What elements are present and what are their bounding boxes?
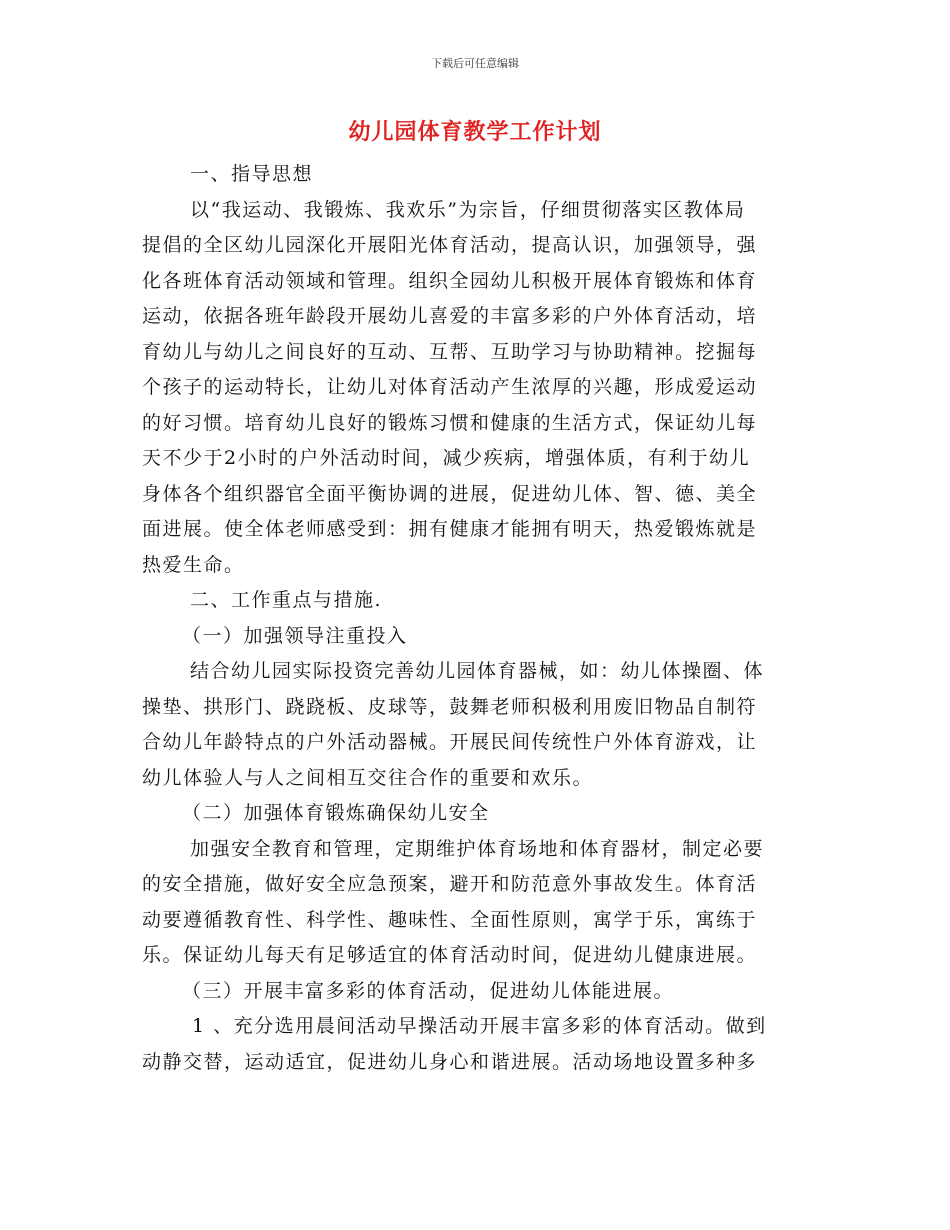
subsection-heading-3: （三）开展丰富多彩的体育活动，促进幼儿体能进展。 xyxy=(182,979,675,1002)
header-note: 下载后可任意编辑 xyxy=(431,57,519,70)
paragraph-line: 结合幼儿园实际投资完善幼儿园体育器械，如：幼儿体操圈、体 xyxy=(190,660,765,682)
paragraph-line: 合幼儿年龄特点的户外活动器械。开展民间传统性户外体育游戏，让 xyxy=(142,731,758,753)
paragraph-line: 身体各个组织器官全面平衡协调的进展，促进幼儿体、智、德、美全 xyxy=(142,482,758,505)
paragraph-line: 热爱生命。 xyxy=(142,553,245,576)
paragraph-line: 化各班体育活动领域和管理。组织全园幼儿积极开展体育锻炼和体育 xyxy=(142,269,758,292)
document-body xyxy=(142,157,798,1080)
paragraph-line: 幼儿体验人与人之间相互交往合作的重要和欢乐。 xyxy=(142,766,594,789)
paragraph-line: 操垫、拱形门、跷跷板、皮球等，鼓舞老师积极利用废旧物品自制符 xyxy=(142,695,758,718)
subsection-heading-1: （一）加强领导注重投入 xyxy=(182,624,408,647)
document-title: 幼儿园体育教学工作计划 xyxy=(348,119,602,145)
paragraph-line: 动静交替，运动适宜，促进幼儿身心和谐进展。活动场地设置多种多 xyxy=(142,1050,758,1073)
subsection-heading-2: （二）加强体育锻炼确保幼儿安全 xyxy=(182,802,490,824)
paragraph-line: 提倡的全区幼儿园深化开展阳光体育活动，提高认识，加强领导，强 xyxy=(142,234,758,256)
paragraph-line: 的安全措施，做好安全应急预案，避开和防范意外事故发生。体育活 xyxy=(142,873,758,895)
paragraph-line: 加强安全教育和管理，定期维护体育场地和体育器材，制定必要 xyxy=(190,837,765,860)
paragraph-line: 个孩子的运动特长，让幼儿对体育活动产生浓厚的兴趣，形成爱运动 xyxy=(142,376,758,398)
paragraph-line: 天不少于2小时的户外活动时间，减少疾病，增强体质，有利于幼儿 xyxy=(142,447,751,469)
paragraph-line: 以“我运动、我锻炼、我欢乐”为宗旨，仔细贯彻落实区教体局 xyxy=(190,198,746,221)
paragraph-line: 运动，依据各班年龄段开展幼儿喜爱的丰富多彩的户外体育活动，培 xyxy=(142,305,758,327)
paragraph-line: 1 、充分选用晨间活动早操活动开展丰富多彩的体育活动。做到 xyxy=(192,1015,767,1037)
paragraph-line: 面进展。使全体老师感受到：拥有健康才能拥有明天，热爱锻炼就是 xyxy=(142,518,758,540)
paragraph-line: 育幼儿与幼儿之间良好的互动、互帮、互助学习与协助精神。挖掘每 xyxy=(142,340,758,363)
paragraph-line: 动要遵循教育性、科学性、趣味性、全面性原则，寓学于乐，寓练于 xyxy=(142,908,758,931)
section-heading-1: 一、指导思想 xyxy=(190,163,314,185)
section-heading-2: 二、工作重点与措施. xyxy=(190,589,383,611)
paragraph-line: 的好习惯。培育幼儿良好的锻炼习惯和健康的生活方式，保证幼儿每 xyxy=(142,411,758,434)
paragraph-line: 乐。保证幼儿每天有足够适宜的体育活动时间，促进幼儿健康进展。 xyxy=(142,944,758,966)
